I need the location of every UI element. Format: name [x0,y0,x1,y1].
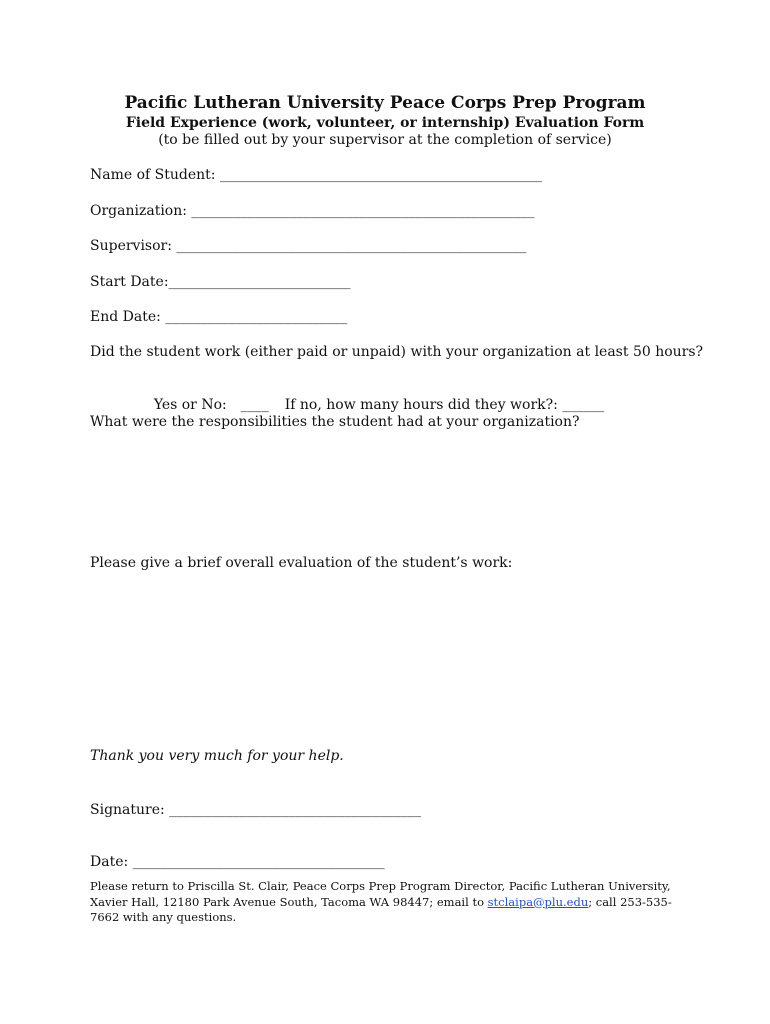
yes-no-label: Yes or No: [153,397,227,413]
hours-worked-field[interactable]: If no, how many hours did they work?: ______ [284,397,605,413]
student-name-field[interactable]: Name of Student: ______________________________________________ [90,167,542,183]
form-title: Pacific Lutheran University Peace Corps Prep Program [124,93,646,113]
hours-question: Did the student work (either paid or unpaid) with your organization at least 50 hours? [90,344,704,360]
responsibilities-question: What were the responsibilities the student had at your organization? [90,414,580,430]
supervisor-field[interactable]: Supervisor: __________________________________________________ [90,238,527,254]
form-instructions: (to be filled out by your supervisor at the completion of service) [158,132,612,148]
end-date-field[interactable]: End Date: __________________________ [90,309,348,325]
evaluation-question: Please give a brief overall evaluation of the student’s work: [90,555,513,571]
form-subtitle: Field Experience (work, volunteer, or internship) Evaluation Form [125,115,645,131]
signature-field[interactable]: Signature: ____________________________________ [90,802,422,818]
date-field[interactable]: Date: ____________________________________ [90,854,385,870]
return-instructions-text: Please return to Priscilla St. Clair, Peace Corps Prep Program Director, Pacific Lutheran University, Xavier Hall, 12180 Park Avenue South, Tacoma WA 98447; email to [90,879,671,909]
organization-field[interactable]: Organization: _________________________________________________ [90,203,535,219]
return-instructions [90,879,690,926]
start-date-field[interactable]: Start Date:__________________________ [90,274,351,290]
yes-no-field[interactable]: ____ [240,397,269,413]
email-link[interactable]: stclaipa@plu.edu [487,894,589,909]
return-instructions-contact: ; call 253-535-7662 with any questions. [90,894,672,924]
thank-you-note: Thank you very much for your help. [90,748,344,764]
